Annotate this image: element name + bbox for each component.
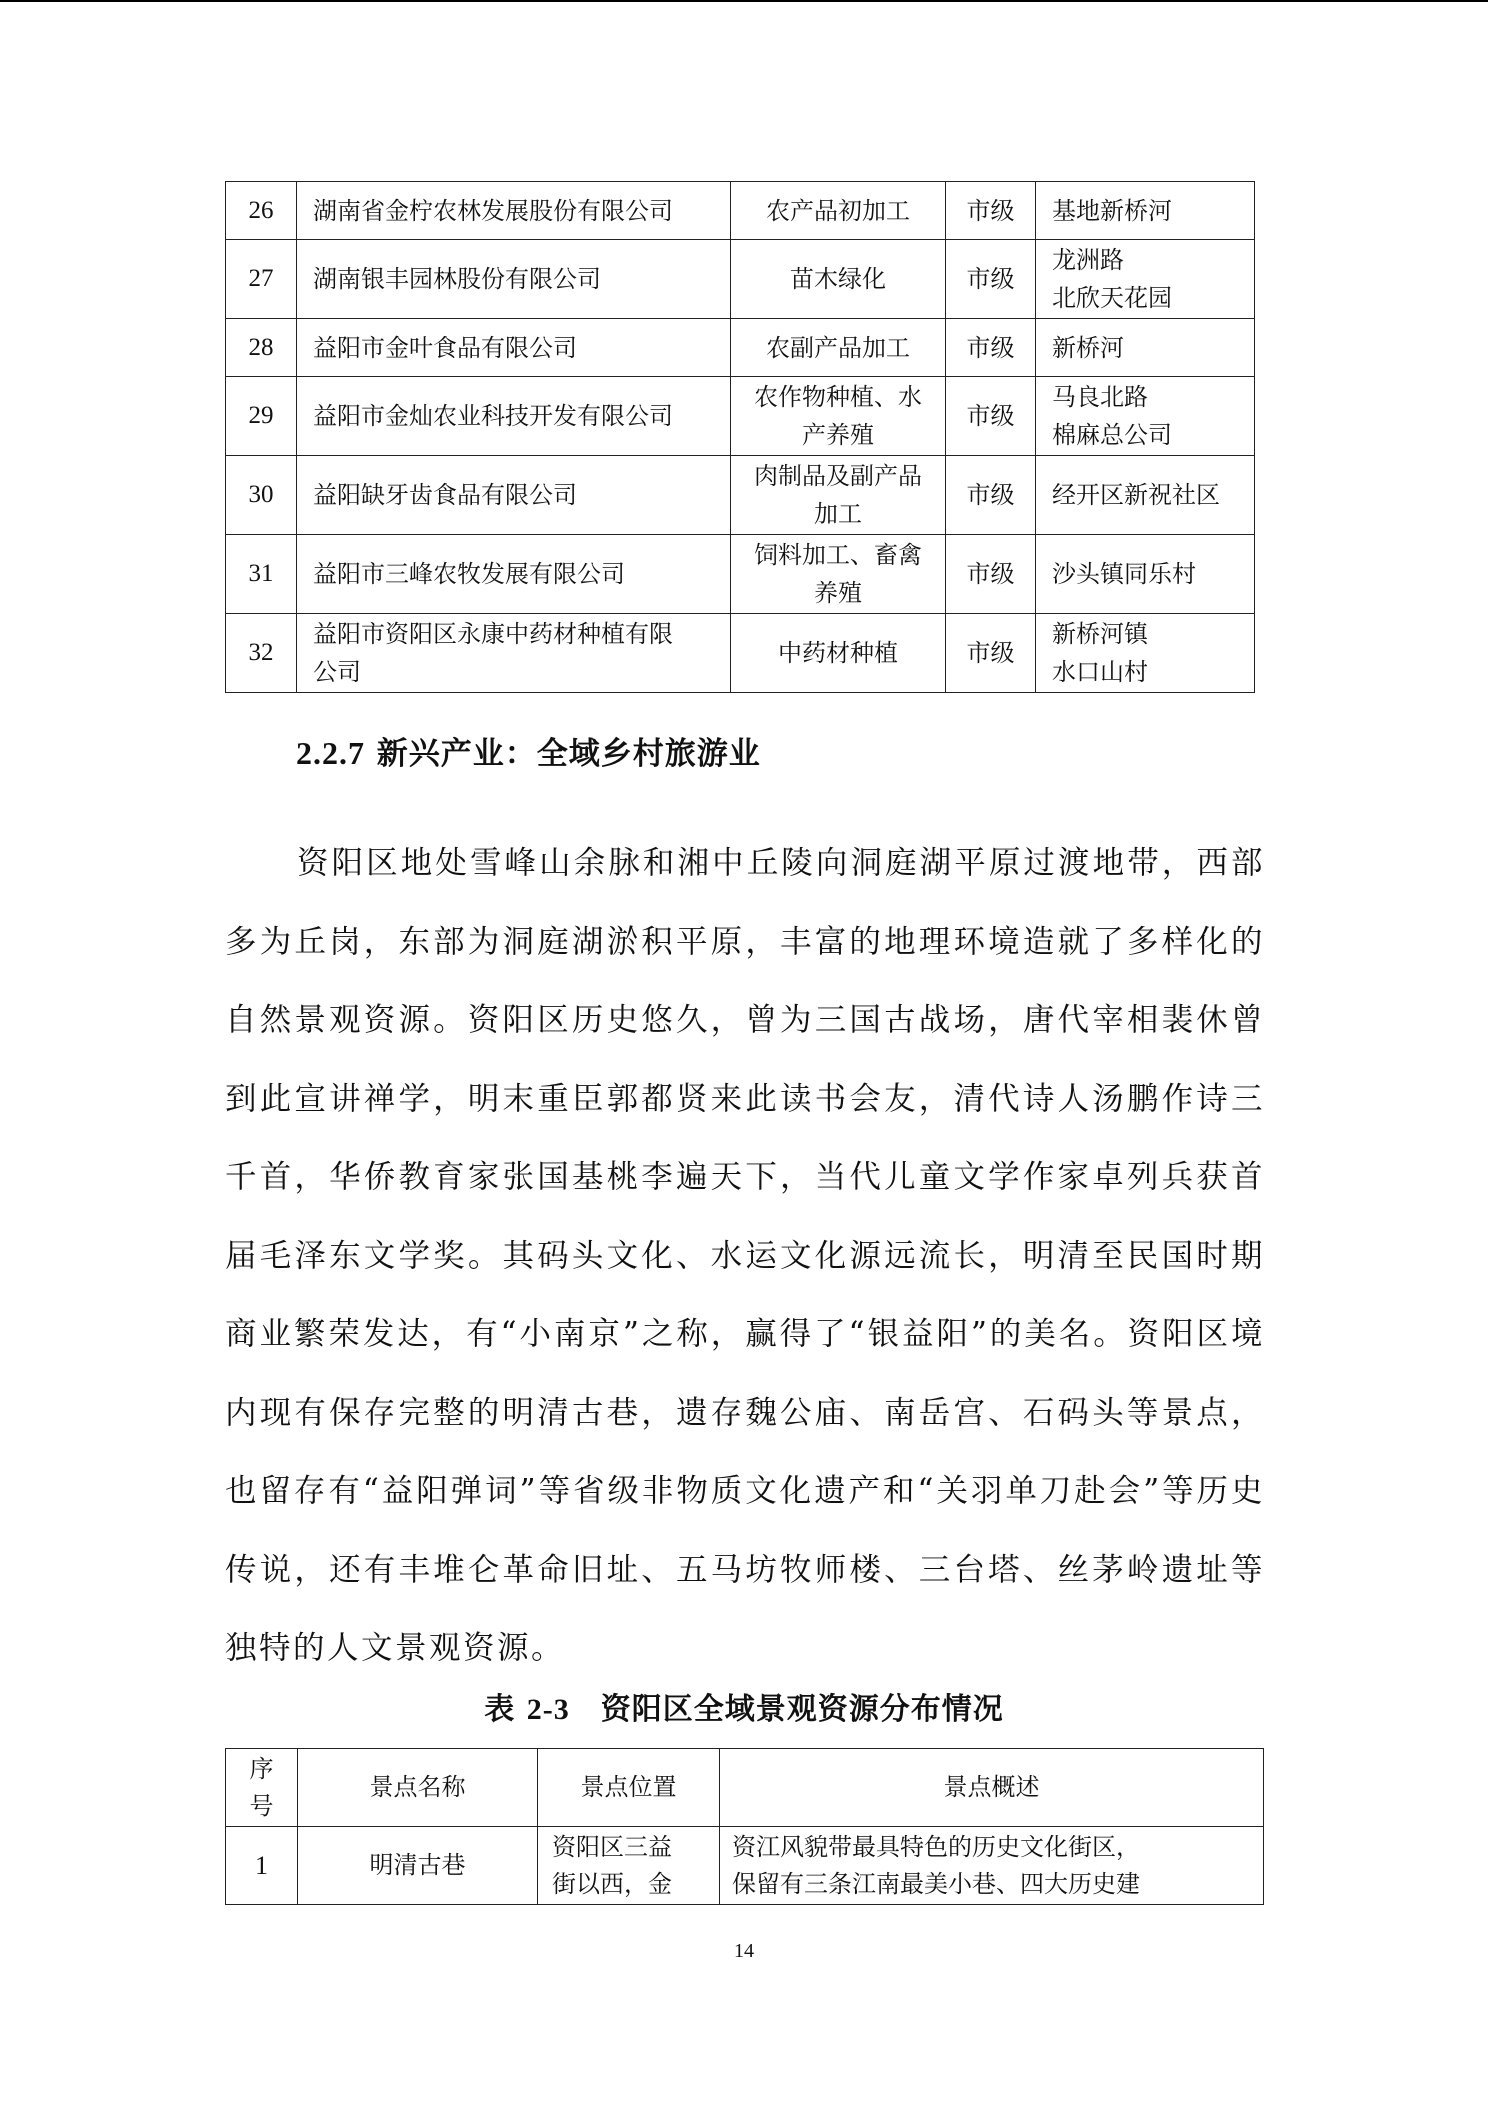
table-row (226, 614, 1255, 693)
caption-title: 资阳区全域景观资源分布情况 (569, 1692, 1004, 1727)
address (1036, 377, 1255, 456)
company-name-line: 益阳缺牙齿食品有限公司 (313, 481, 577, 509)
level: 市级 (946, 319, 1036, 377)
address (1036, 535, 1255, 614)
row-no: 1 (226, 1827, 298, 1905)
industry-line: 农作物种植、水 (754, 383, 922, 411)
landscape-name: 明清古巷 (298, 1827, 538, 1905)
industry-line: 农产品初加工 (766, 196, 910, 225)
company-name (297, 535, 731, 614)
company-name (297, 319, 731, 377)
row-number: 32 (226, 614, 297, 693)
landscape-position (538, 1827, 720, 1905)
industry (731, 240, 946, 319)
industry (731, 377, 946, 456)
address (1036, 319, 1255, 377)
level: 市级 (946, 456, 1036, 535)
address-line: 新桥河镇 (1052, 620, 1148, 648)
industry (731, 614, 946, 693)
industry (731, 182, 946, 240)
page-number: 14 (734, 1940, 754, 1962)
header-position: 景点位置 (538, 1749, 720, 1827)
industry-line: 农副产品加工 (766, 333, 910, 362)
level: 市级 (946, 377, 1036, 456)
row-number: 26 (226, 182, 297, 240)
position-line: 街以西，金 (552, 1869, 672, 1898)
company-name-line: 湖南银丰园林股份有限公司 (313, 265, 601, 293)
table-row (226, 456, 1255, 535)
level: 市级 (946, 240, 1036, 319)
level: 市级 (946, 614, 1036, 693)
company-name (297, 377, 731, 456)
company-name (297, 240, 731, 319)
header-description: 景点概述 (720, 1749, 1264, 1827)
industry-line: 加工 (814, 500, 862, 528)
industry-line: 肉制品及副产品 (754, 462, 922, 490)
address-line: 马良北路 (1052, 383, 1148, 411)
landscape-row (226, 1827, 1264, 1905)
description-line: 资江风貌带最具特色的历史文化街区， (732, 1832, 1140, 1861)
address-line: 龙洲路 (1052, 246, 1124, 274)
address (1036, 456, 1255, 535)
row-number: 29 (226, 377, 297, 456)
industry-line: 养殖 (814, 579, 862, 607)
row-number: 30 (226, 456, 297, 535)
header-no (226, 1749, 298, 1827)
row-number: 27 (226, 240, 297, 319)
table-row (226, 535, 1255, 614)
landscape-header-row (226, 1749, 1264, 1827)
company-name (297, 182, 731, 240)
industry-line: 饲料加工、畜禽 (754, 541, 922, 569)
position-line: 资阳区三益 (552, 1832, 672, 1861)
table-caption (0, 1684, 1488, 1728)
row-number: 28 (226, 319, 297, 377)
address (1036, 614, 1255, 693)
level: 市级 (946, 535, 1036, 614)
landscape-description (720, 1827, 1264, 1905)
company-name-line: 益阳市金灿农业科技开发有限公司 (313, 402, 673, 430)
enterprise-table-body (226, 182, 1255, 693)
table-row (226, 240, 1255, 319)
level: 市级 (946, 182, 1036, 240)
industry (731, 319, 946, 377)
top-border-line (0, 0, 1488, 2)
address-line: 棉麻总公司 (1052, 421, 1172, 449)
header-no-line: 序 (249, 1754, 274, 1783)
address-line: 基地新桥河 (1052, 196, 1172, 225)
body-paragraph: 资阳区地处雪峰山余脉和湘中丘陵向洞庭湖平原过渡地带，西部多为丘岗，东部为洞庭湖淤积平原，丰富的地理环境造就了多样化的自然景观资源。资阳区历史悠久，曾为三国古战场，唐代宰相裴休曾到此宣讲禅学，明末重臣郭都贤来此读书会友，清代诗人汤鹏作诗三千首，华侨教育家张国基桃李遍天下，当代儿童文学作家卓列兵获首届毛泽东文学奖。其码头文化、水运文化源远流长，明清至民国时期商业繁荣发达，有“小南京”之称，赢得了“银益阳”的美名。资阳区境内现有保存完整的明清古巷，遗存魏公庙、南岳宫、石码头等景点，也留存有“益阳弹词”等省级非物质文化遗产和“关羽单刀赴会”等历史传说，还有丰堆仑革命旧址、五马坊牧师楼、三台塔、丝茅岭遗址等独特的人文景观资源。 (225, 845, 1265, 1666)
company-name-line: 益阳市三峰农牧发展有限公司 (313, 560, 625, 588)
enterprise-table (225, 181, 1255, 693)
address-line: 经开区新祝社区 (1052, 481, 1220, 509)
section-number: 2.2.7 (296, 735, 365, 771)
landscape-table (225, 1748, 1264, 1905)
table-row (226, 377, 1255, 456)
address (1036, 240, 1255, 319)
section-heading (296, 728, 761, 773)
company-name-line: 湖南省金柠农林发展股份有限公司 (313, 196, 673, 225)
industry-line: 产养殖 (802, 421, 874, 449)
address-line: 北欣天花园 (1052, 284, 1172, 312)
address-line: 水口山村 (1052, 658, 1148, 686)
industry-line: 苗木绿化 (790, 265, 886, 293)
address-line: 新桥河 (1052, 333, 1124, 362)
header-no-line: 号 (249, 1791, 274, 1820)
industry (731, 535, 946, 614)
description-line: 保留有三条江南最美小巷、四大历史建 (732, 1869, 1140, 1898)
address (1036, 182, 1255, 240)
company-name (297, 456, 731, 535)
industry-line: 中药材种植 (778, 639, 898, 667)
caption-number: 2-3 (526, 1693, 570, 1726)
company-name-line: 公司 (313, 658, 361, 686)
company-name (297, 614, 731, 693)
company-name-line: 益阳市金叶食品有限公司 (313, 333, 577, 362)
table-row (226, 182, 1255, 240)
table-row (226, 319, 1255, 377)
section-title: 新兴产业：全域乡村旅游业 (365, 736, 761, 772)
industry (731, 456, 946, 535)
caption-prefix: 表 (484, 1692, 527, 1727)
address-line: 沙头镇同乐村 (1052, 560, 1196, 588)
company-name-line: 益阳市资阳区永康中药材种植有限 (313, 620, 673, 648)
header-name: 景点名称 (298, 1749, 538, 1827)
row-number: 31 (226, 535, 297, 614)
